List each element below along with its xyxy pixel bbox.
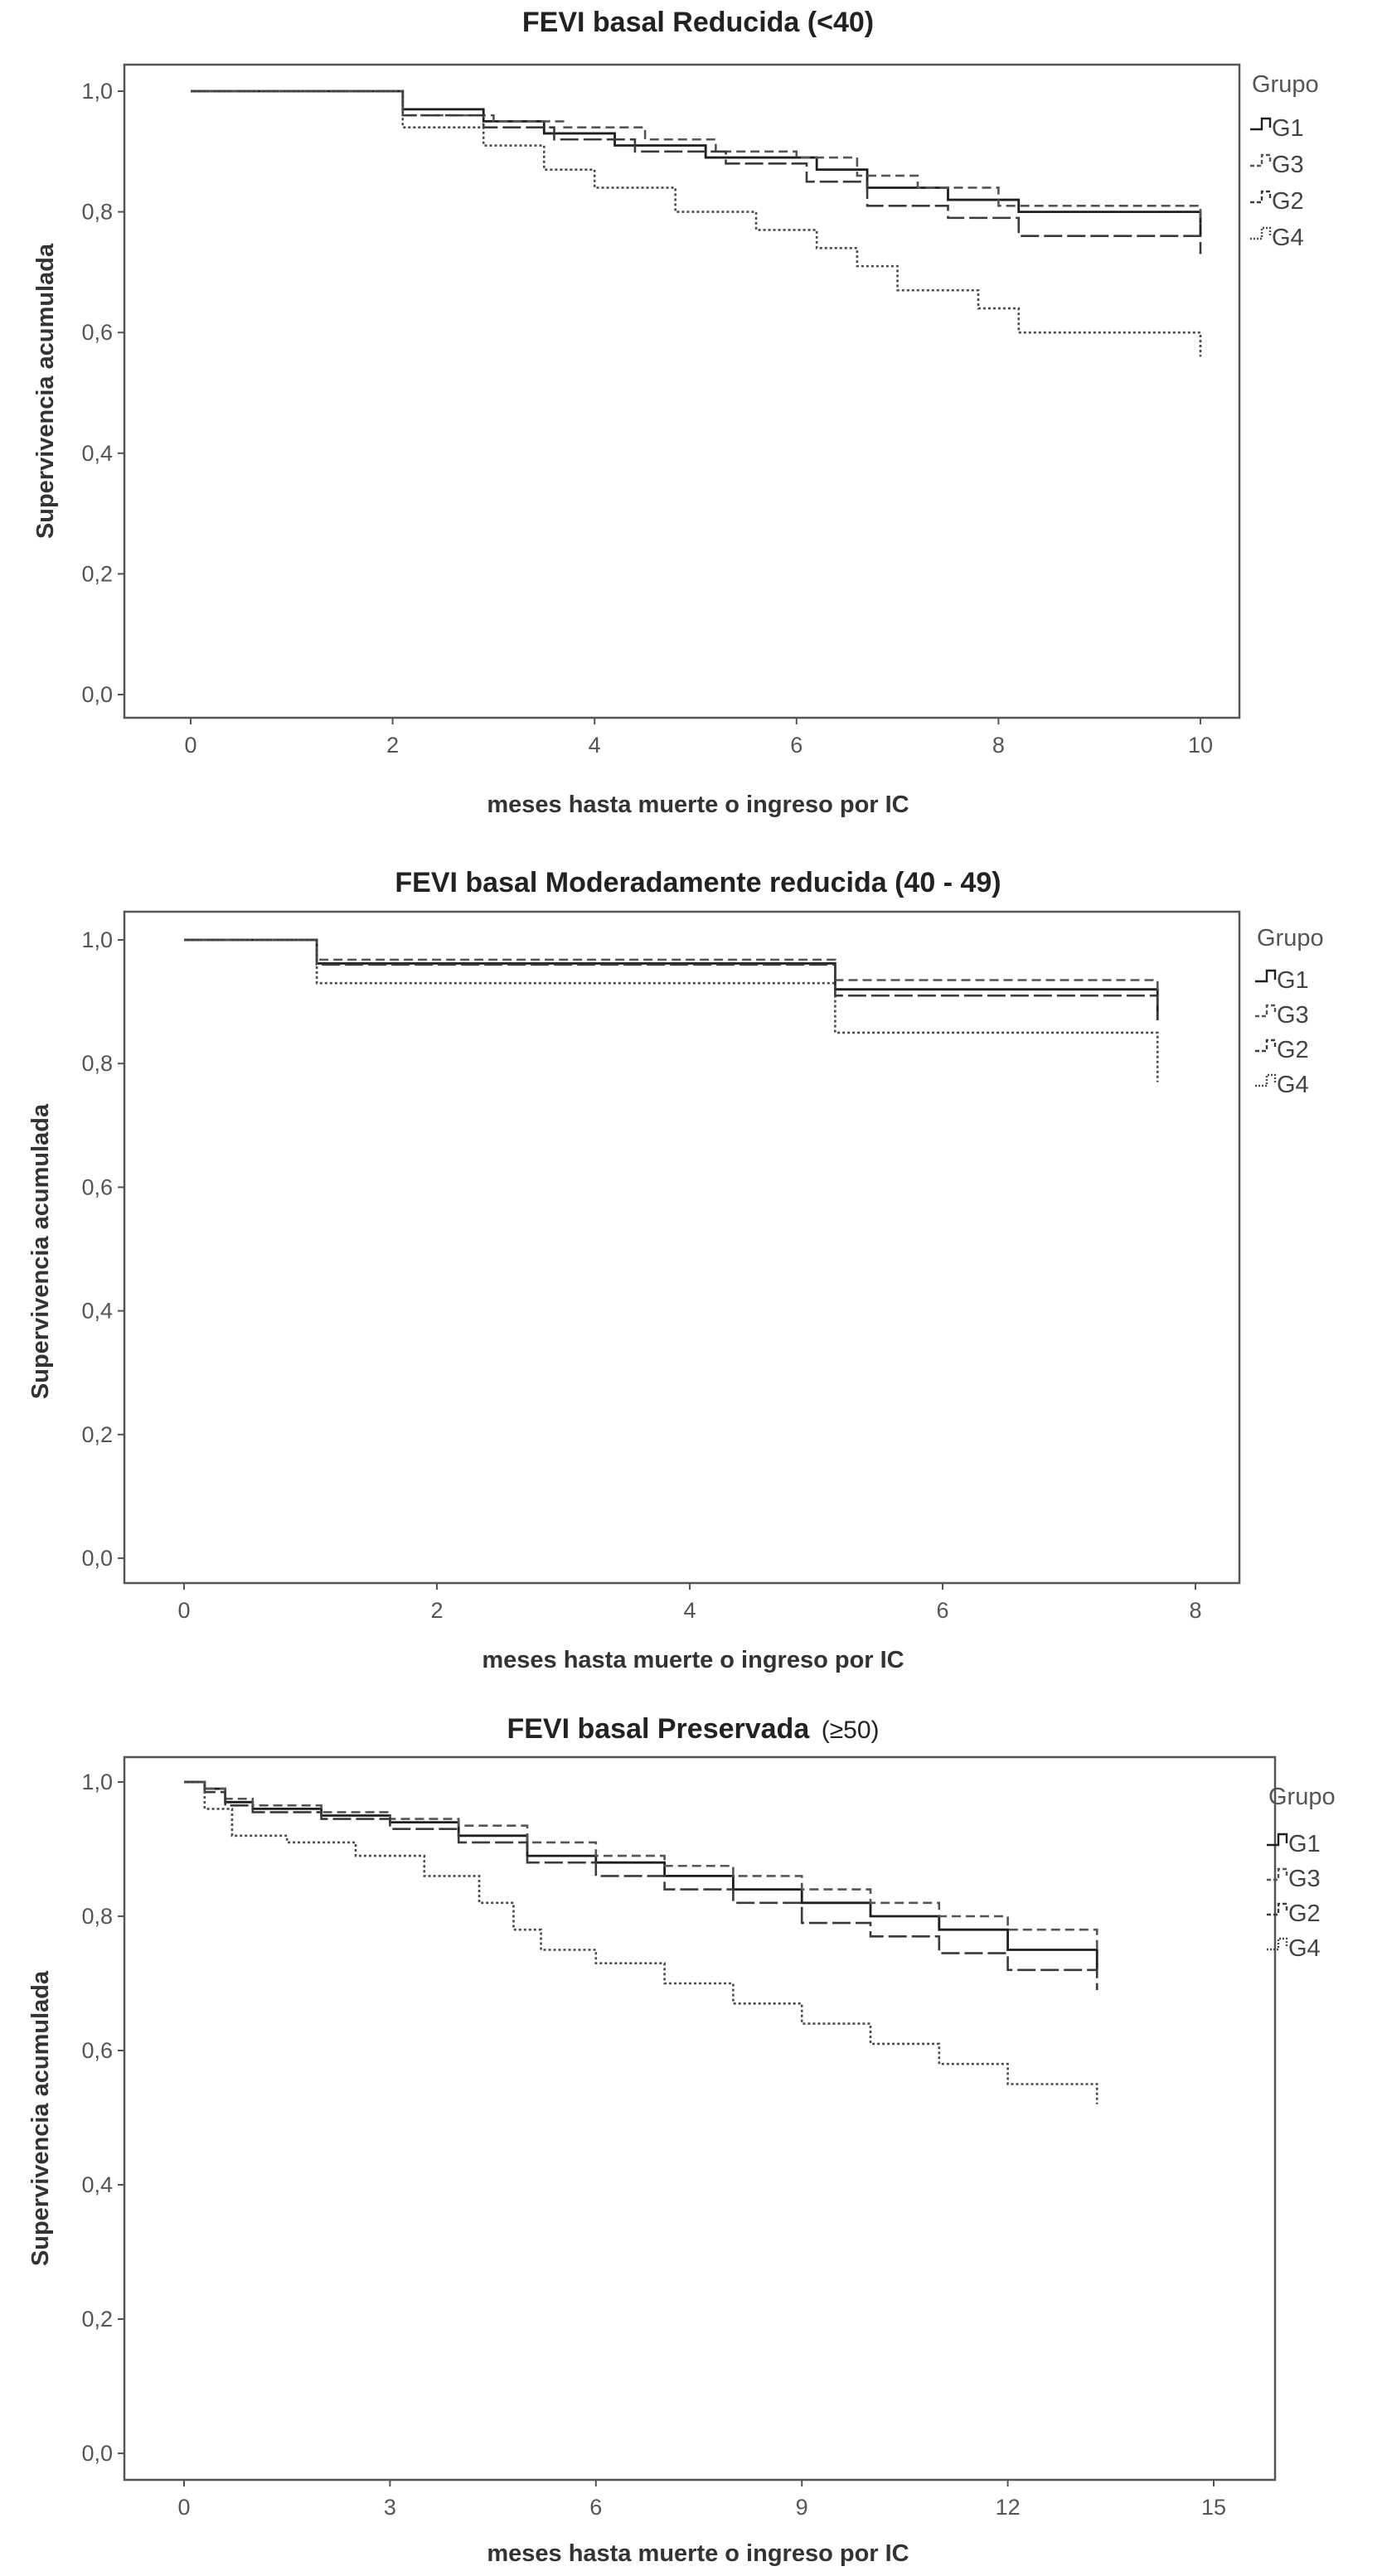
y-tick-label: 0,6 <box>81 2038 113 2063</box>
y-axis-title: Supervivencia acumulada <box>27 1970 54 2267</box>
y-tick-label: 0,8 <box>81 1904 113 1929</box>
legend-symbol-g1 <box>1250 119 1270 129</box>
x-tick-label: 10 <box>1187 733 1214 758</box>
legend-title: Grupo <box>1252 71 1319 98</box>
y-tick-label: 0,8 <box>81 1051 113 1077</box>
legend-label-g4: G4 <box>1288 1935 1321 1962</box>
y-tick-label: 0,0 <box>81 2441 113 2466</box>
y-tick-label: 0,0 <box>81 1546 113 1571</box>
x-tick-label: 0 <box>177 2495 191 2520</box>
chart-title: FEVI basal Moderadamente reducida (40 - 49) <box>395 867 1001 898</box>
x-tick-label: 6 <box>936 1598 949 1623</box>
y-tick-label: 0,4 <box>81 1298 113 1324</box>
chart-title-suffix: (≥50) <box>821 1717 880 1744</box>
chart-title: FEVI basal Reducida (<40) <box>521 7 875 38</box>
chart-panel-reducida <box>32 7 1319 818</box>
x-tick-label: 0 <box>184 733 197 758</box>
y-tick-label: 0,8 <box>81 199 113 225</box>
y-tick-label: 0,2 <box>81 561 113 587</box>
x-tick-label: 15 <box>1200 2495 1227 2520</box>
y-tick-label: 1,0 <box>81 1770 113 1794</box>
x-axis-title: meses hasta muerte o ingreso por IC <box>482 1647 904 1673</box>
legend-title: Grupo <box>1257 925 1324 951</box>
legend-label-g1: G1 <box>1277 967 1309 994</box>
y-tick-label: 1,0 <box>81 927 113 952</box>
legend-label-g2: G2 <box>1272 188 1304 215</box>
legend <box>1250 71 1319 251</box>
legend-label-g3: G3 <box>1288 1866 1321 1892</box>
x-axis-title: meses hasta muerte o ingreso por IC <box>487 792 909 818</box>
chart-title-main: FEVI basal Preservada <box>507 1713 810 1745</box>
legend-symbol-g1 <box>1255 971 1275 981</box>
y-tick-label: 0,4 <box>81 2172 113 2197</box>
legend-symbol-g4 <box>1255 1075 1275 1086</box>
legend-symbol-g3 <box>1255 1005 1275 1016</box>
legend-symbol-g2 <box>1250 191 1270 202</box>
y-tick-label: 0,2 <box>81 2307 113 2331</box>
x-tick-label: 3 <box>383 2495 396 2520</box>
legend-symbol-g2 <box>1255 1040 1275 1051</box>
x-axis-title: meses hasta muerte o ingreso por IC <box>487 2540 909 2567</box>
legend <box>1267 1784 1336 1962</box>
y-tick-label: 0,0 <box>81 682 113 707</box>
legend-symbol-g4 <box>1250 228 1270 239</box>
legend-label-g3: G3 <box>1277 1002 1309 1029</box>
legend-label-g4: G4 <box>1277 1072 1309 1098</box>
x-tick-label: 0 <box>177 1598 191 1623</box>
legend-label-g2: G2 <box>1288 1901 1321 1927</box>
y-axis-title: Supervivencia acumulada <box>32 243 59 540</box>
x-tick-label: 6 <box>589 2495 603 2520</box>
y-tick-label: 0,6 <box>81 320 113 346</box>
x-tick-label: 2 <box>430 1598 444 1623</box>
y-tick-label: 1,0 <box>81 79 113 104</box>
x-tick-label: 8 <box>1189 1598 1202 1623</box>
legend-title: Grupo <box>1268 1784 1336 1810</box>
chart-panel-preservada <box>27 1713 1336 2567</box>
x-tick-label: 9 <box>795 2495 808 2520</box>
plot-frame <box>124 912 1239 1583</box>
y-tick-label: 0,4 <box>81 440 113 466</box>
chart-title <box>507 1713 879 1745</box>
y-tick-label: 0,6 <box>81 1174 113 1200</box>
chart-panel-moderadamente-reducida <box>27 867 1324 1673</box>
x-tick-label: 6 <box>790 733 803 758</box>
legend-label-g3: G3 <box>1272 152 1304 178</box>
x-tick-label: 12 <box>995 2495 1021 2520</box>
legend <box>1255 925 1324 1098</box>
y-axis-title: Supervivencia acumulada <box>27 1103 54 1400</box>
legend-label-g1: G1 <box>1288 1831 1321 1857</box>
x-tick-label: 2 <box>386 733 400 758</box>
x-tick-label: 8 <box>992 733 1005 758</box>
legend-label-g1: G1 <box>1272 115 1304 142</box>
y-tick-label: 0,2 <box>81 1421 113 1447</box>
plot-frame <box>124 65 1239 718</box>
x-tick-label: 4 <box>588 733 601 758</box>
x-tick-label: 4 <box>683 1598 696 1623</box>
legend-symbol-g3 <box>1250 155 1270 166</box>
legend-label-g2: G2 <box>1277 1037 1309 1063</box>
legend-label-g4: G4 <box>1272 225 1304 251</box>
